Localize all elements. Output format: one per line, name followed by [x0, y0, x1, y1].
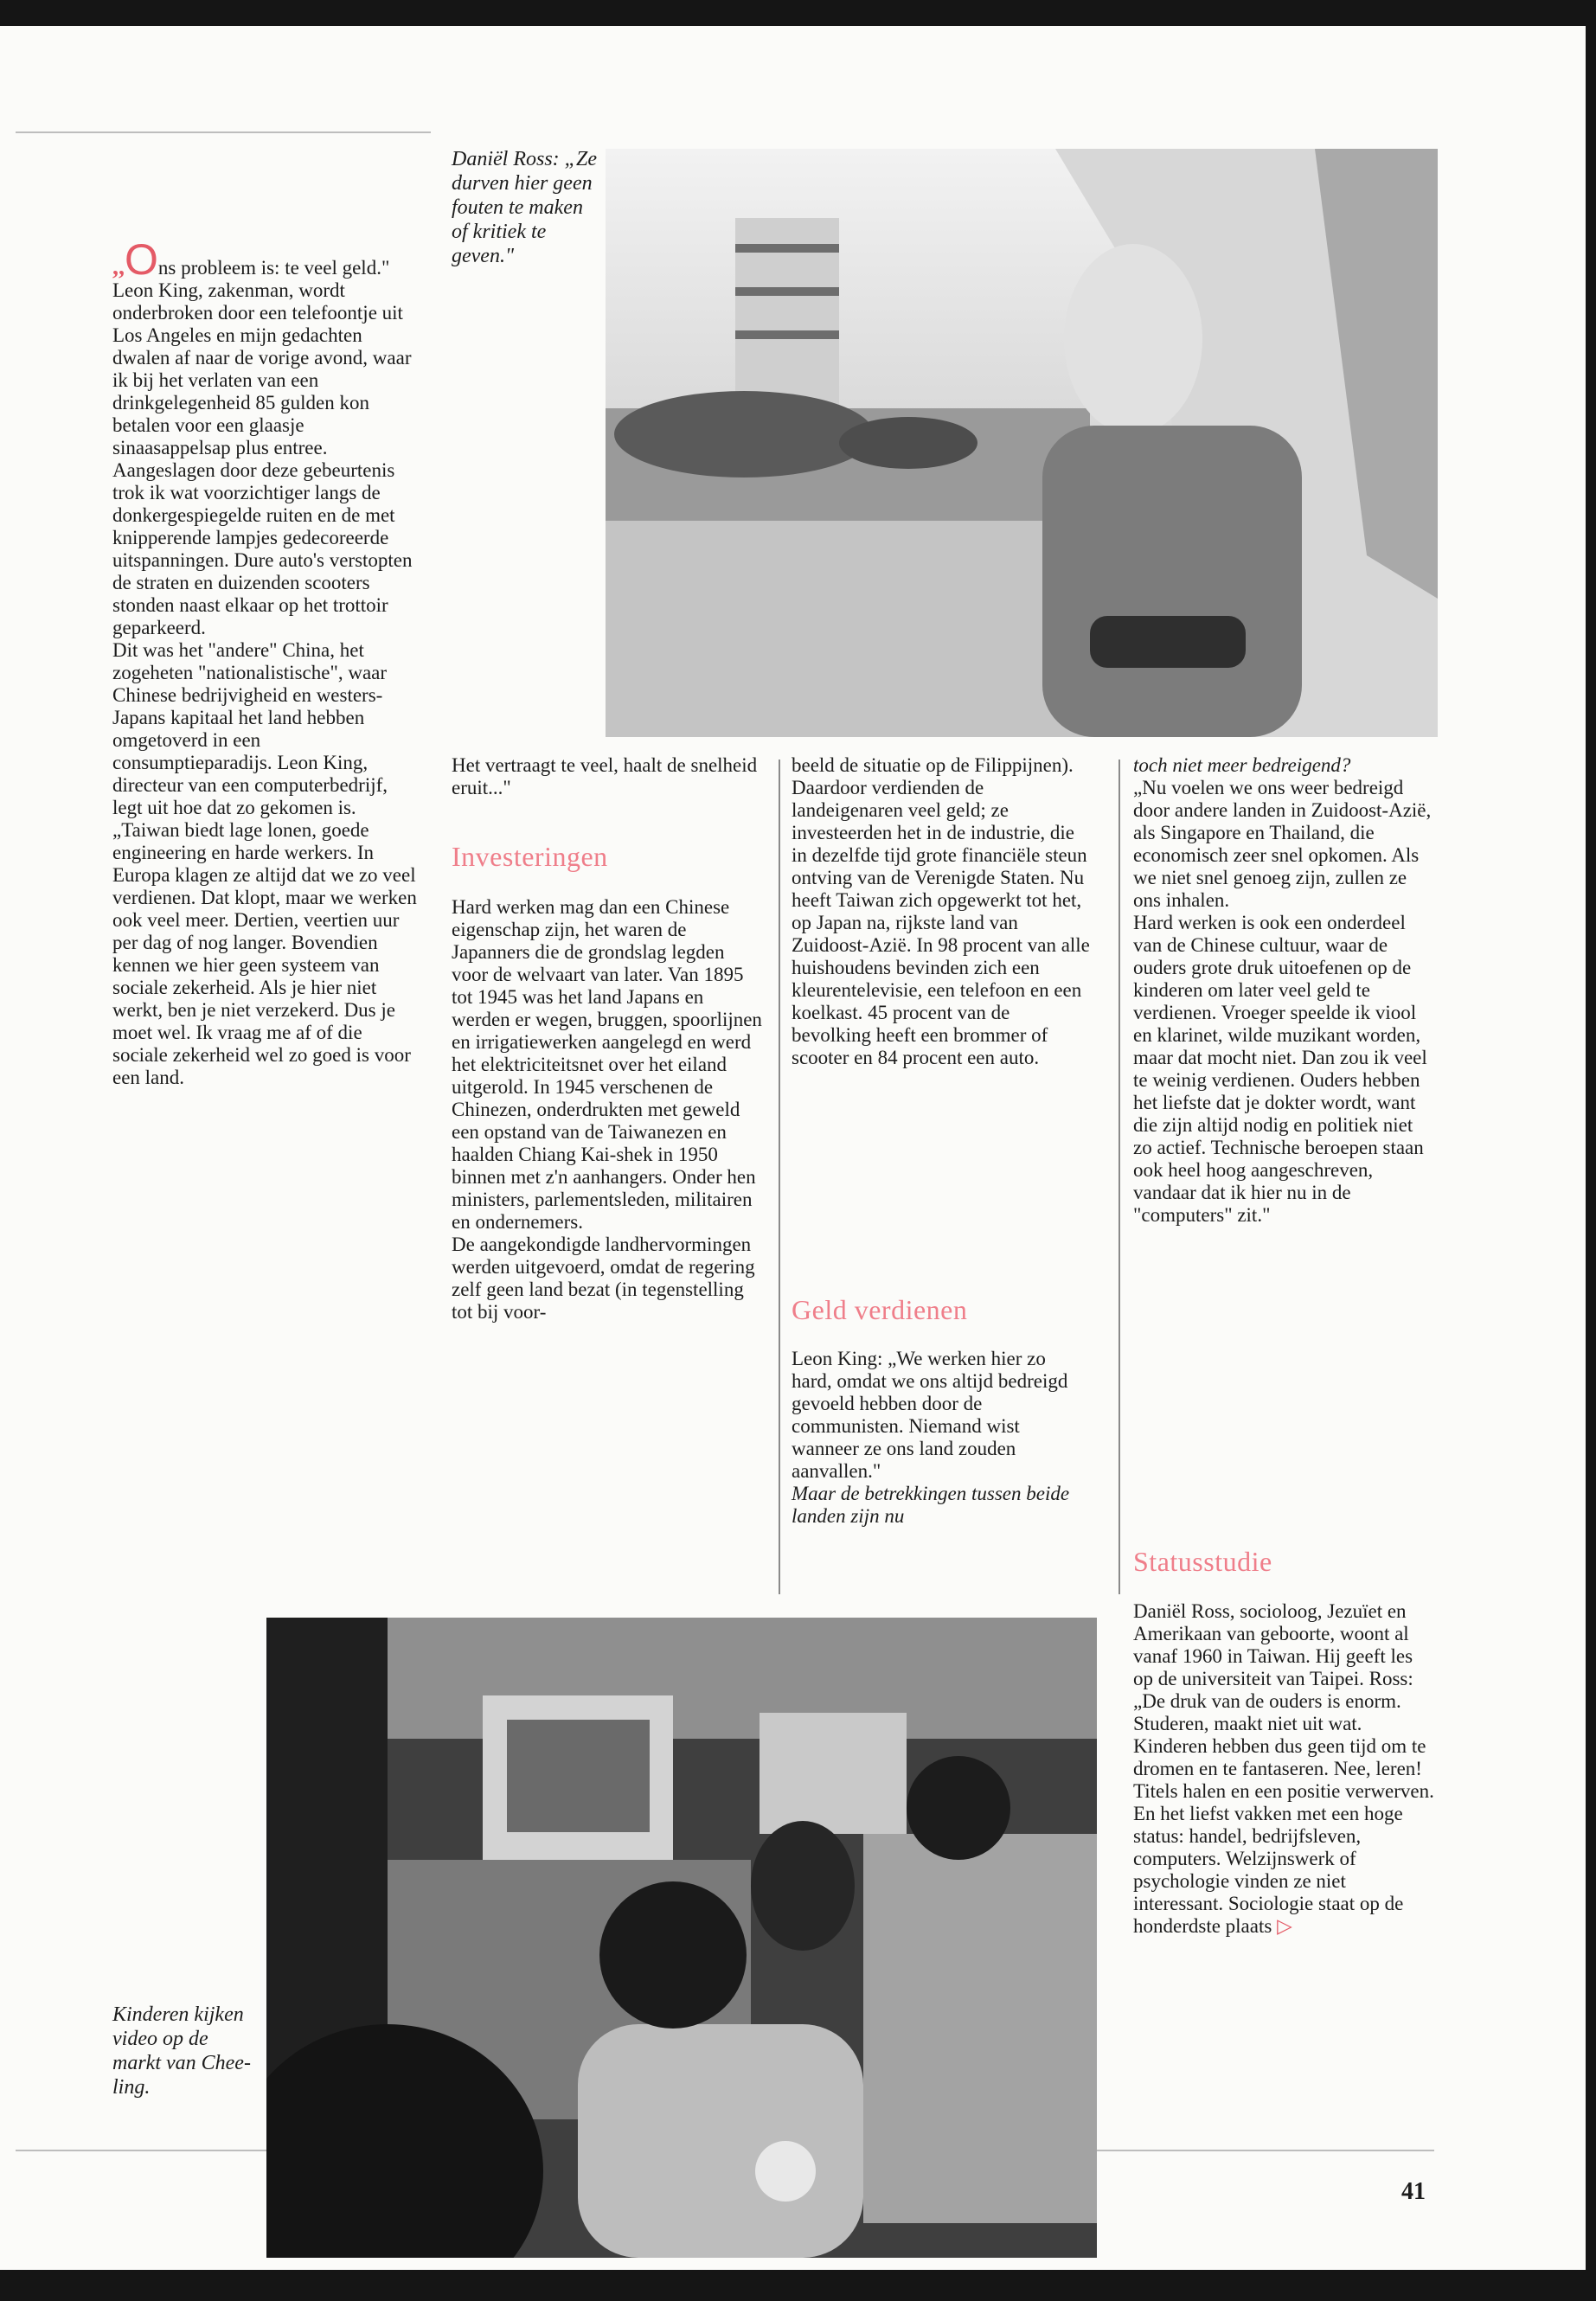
paragraph-daniel-ross-text: Daniël Ross, socioloog, Jezuïet en Amerikaan van geboorte, woont al vanaf 1960 in Taiwan. Hij geeft les op de universiteit van Taipei. Ross: „De druk van de ouders is enorm. Studeren, maakt niet uit wat. Kinderen hebben dus geen tijd om te dromen en te fantaseren. Nee, leren! Titels halen en een positie verwerven. En het liefst vakken met een hoge status: handel, bedrijfsleven, computers. Welzijnswerk of psychologie vinden ze niet interessant. Sociologie staat op de honderdste plaats — [1133, 1600, 1434, 1937]
paragraph-taiwan-lonen: „Taiwan biedt lage lonen, goede engineering en harde werkers. In Europa klagen ze altijd dat we zo veel verdienen. Dat klopt, maar we werken ook veel meer. Dertien, veertien uur per dag of nog langer. Bovendien kennen we hier geen systeem van sociale zekerheid. Als je hier niet werkt, ben je niet verzekerd. Dus je moet wel. Ik vraag me af of die sociale zekerheid wel zo goed is voor een land. — [112, 819, 417, 1088]
paragraph-japanners: Hard werken mag dan een Chinese eigenschap zijn, het waren de Japanners die de grondslag legden voor de welvaart van later. Van 1895 tot 1945 was het land Japans en werden er wegen, bruggen, spoorlijnen en irrigatiewerken aangelegd en werd het elektriciteitsnet over het eiland uitgerold. In 1945 verschenen de Chinezen, onderdrukten met geweld een opstand van de Taiwanezen en haalden Chiang Kai-shek in 1950 binnen met z'n aanhangers. Onder hen ministers, parlementsleden, militairen en ondernemers. — [452, 896, 762, 1233]
article-column-4 — [1133, 754, 1436, 1227]
scan-edge-right — [1586, 0, 1596, 2301]
page-number: 41 — [1401, 2178, 1426, 2205]
column-separator-3-4 — [1118, 760, 1120, 1594]
article-column-4b — [1133, 1600, 1436, 1938]
article-column-1 — [112, 235, 420, 1089]
subheading-geld-verdienen: Geld verdienen — [792, 1294, 968, 1325]
paragraph-opening — [112, 235, 420, 639]
scan-edge-top — [0, 0, 1596, 26]
article-column-3b — [792, 1348, 1090, 1528]
drop-cap: O — [125, 235, 158, 284]
paragraph-question-end: toch niet meer bedreigend? — [1133, 754, 1351, 776]
subheading-investeringen: Investeringen — [452, 841, 608, 872]
continue-arrow-icon: ▷ — [1277, 1915, 1292, 1937]
paragraph-chinese-cultuur: Hard werken is ook een onderdeel van de Chinese cultuur, waar de ouders grote druk uitoefenen op de kinderen om later veel geld te verdienen. Vroeger speelde ik viool en klarinet, wilde muzikant worden, maar dat mocht niet. Dan zou ik veel te weinig verdienen. Ouders hebben het liefste dat je dokter wordt, want die zijn altijd nodig en politiek niet zo actief. Technische beroepen staan ook heel hoog aangeschreven, vandaar dat ik hier nu in de "computers" zit." — [1133, 912, 1427, 1226]
paragraph-landhervormingen: De aangekondigde landhervormingen werden uitgevoerd, omdat de regering zelf geen land bezat (in tegenstelling tot bij voor- — [452, 1234, 755, 1323]
paragraph-communisten: Leon King: „We werken hier zo hard, omdat we ons altijd bedreigd gevoeld hebben door de communisten. Niemand wist wanneer ze ons land zouden aanvallen." — [792, 1348, 1068, 1482]
paragraph-opening-text: ns probleem is: te veel geld." Leon King, zakenman, wordt onderbroken door een telefoontje uit Los Angeles en mijn gedachten dwalen af naar de vorige avond, waar ik bij het verlaten van een drinkgelegenheid 85 gulden kon betalen voor een glaasje sinaasappelsap plus entree. Aangeslagen door deze gebeurtenis trok ik wat voorzichtiger langs de donkergespiegelde ruiten en de met knipperende lampjes gedecoreerde uitspanningen. Dure auto's verstopten de straten en duizenden scooters stonden naast elkaar op het trottoir geparkeerd. — [112, 257, 413, 638]
paragraph-vertraagt: Het vertraagt te veel, haalt de snelheid eruit..." — [452, 754, 758, 798]
subheading-statusstudie: Statusstudie — [1133, 1546, 1272, 1577]
photo-daniel-ross — [606, 149, 1438, 737]
scan-edge-bottom — [0, 2270, 1596, 2301]
paragraph-question-start: Maar de betrekkingen tussen beide landen zijn nu — [792, 1483, 1070, 1527]
article-column-3 — [792, 754, 1090, 1069]
photo-kinderen-video-graphic — [266, 1618, 1097, 2258]
paragraph-daniel-ross — [1133, 1600, 1436, 1938]
caption-kinderen: Kinderen kijken video op de markt van Chee-ling. — [112, 2003, 251, 2099]
paragraph-filippijnen: beeld de situatie op de Filippijnen). Daardoor verdienden de landeigenaren veel geld; ze investeerden het in de industrie, die in dezelfde tijd grote financiële steun ontving van de Verenigde Staten. Nu heeft Taiwan zich opgewerkt tot het, op Japan na, rijkste land van Zuidoost-Azië. In 98 procent van alle huishoudens bevinden zich een kleurentelevisie, een telefoon en een koelkast. 45 procent van de bevolking heeft een brommer of scooter en 84 procent een auto. — [792, 754, 1090, 1068]
photo-kinderen-video — [266, 1618, 1097, 2258]
paragraph-anders-china: Dit was het "andere" China, het zogeheten "nationalistische", waar Chinese bedrijvigheid en westers-Japans kapitaal het land hebben omgetoverd in een consumptieparadijs. Leon King, directeur van een computerbedrijf, legt uit hoe dat zo gekomen is. — [112, 639, 388, 818]
photo-daniel-ross-graphic — [606, 149, 1438, 737]
paragraph-zuidoost-azie: „Nu voelen we ons weer bedreigd door andere landen in Zuidoost-Azië, als Singapore en Thailand, die economisch zeer snel opkomen. Als we niet snel genoeg zijn, zullen ze ons inhalen. — [1133, 777, 1432, 911]
article-column-2 — [452, 754, 763, 799]
article-column-2b — [452, 896, 763, 1324]
top-rule-left — [16, 131, 431, 133]
caption-ross: Daniël Ross: „Ze durven hier geen fouten te maken of kritiek te geven." — [452, 148, 597, 267]
column-separator-2-3 — [779, 760, 780, 1594]
opening-quote: ,, — [112, 253, 125, 280]
